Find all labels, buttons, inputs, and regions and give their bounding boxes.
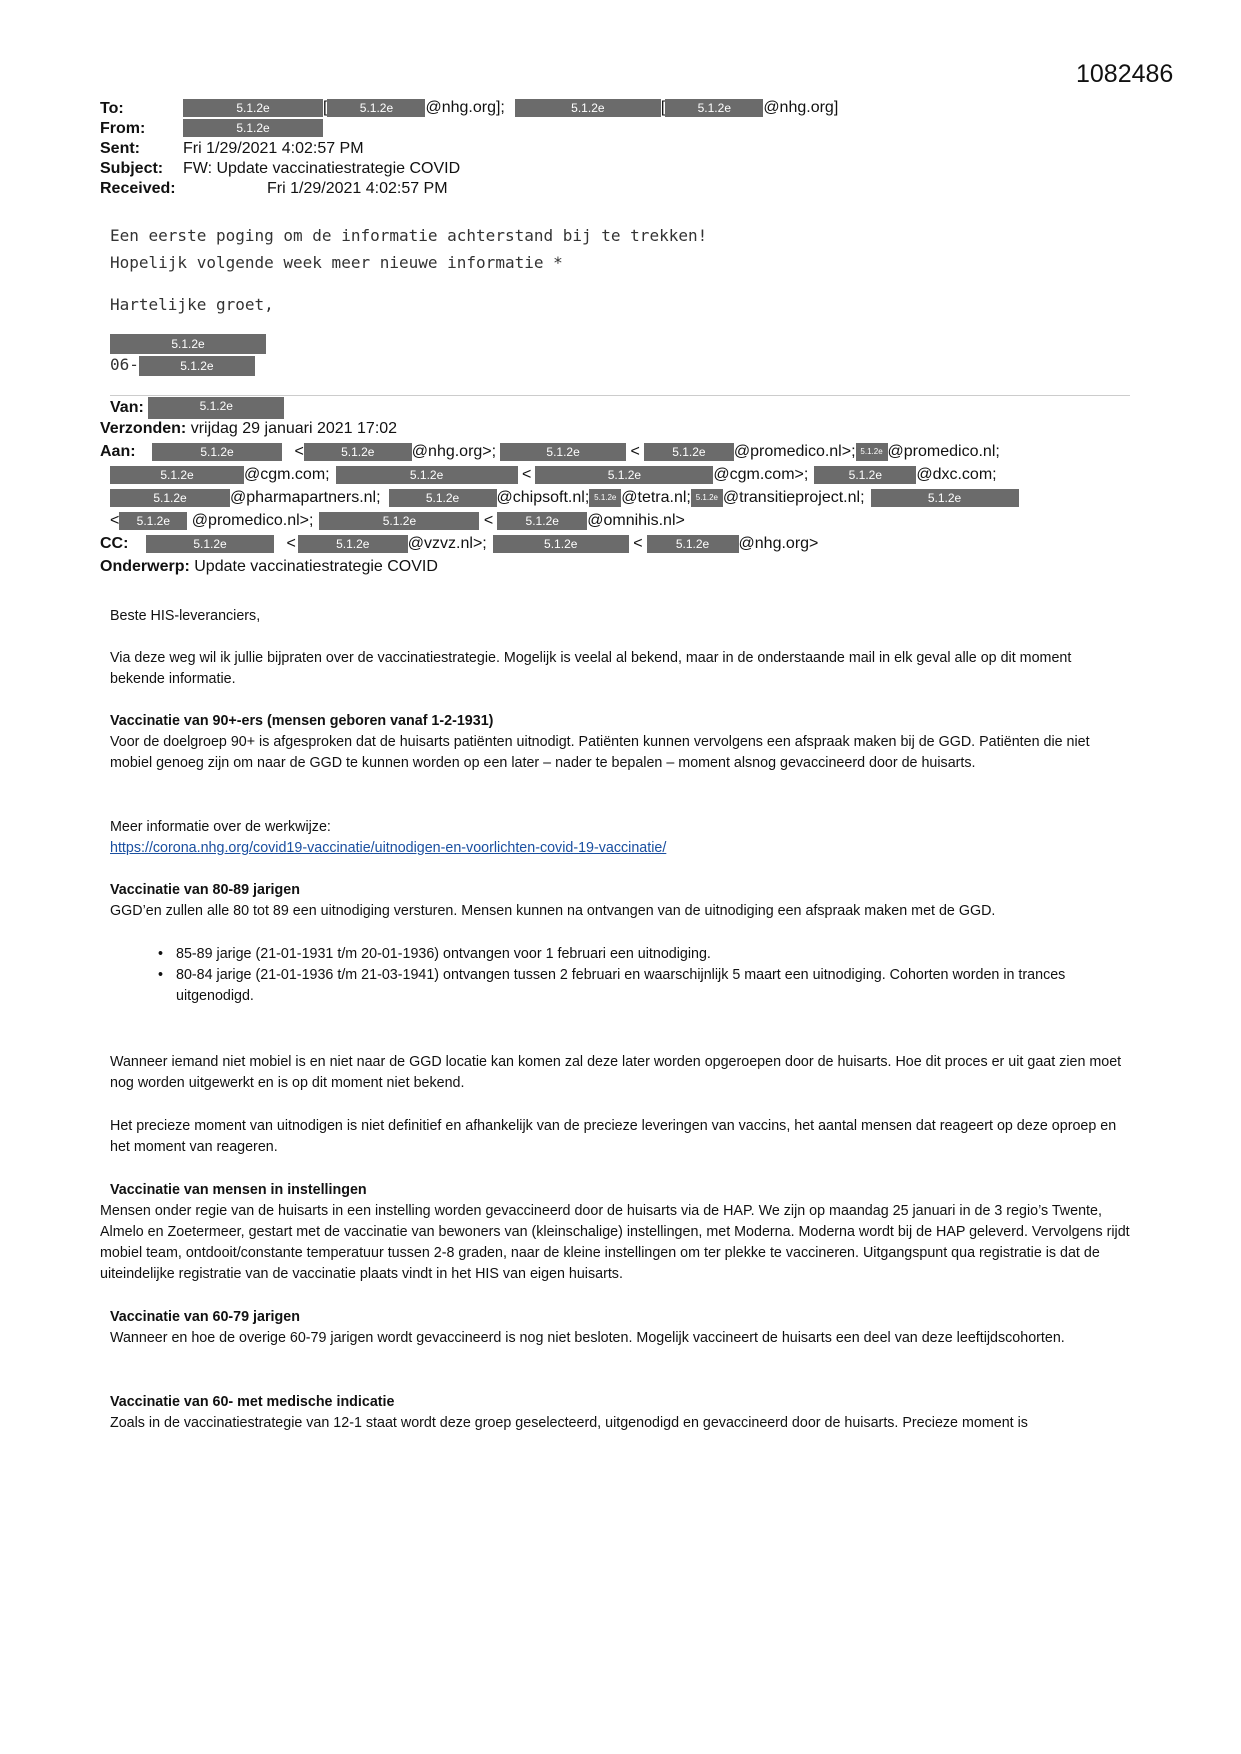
- paragraph-moment: Het precieze moment van uitnodigen is niet definitief en afhankelijk van de precieze leveringen van vaccins, het aantal mensen dat reageert op deze oproep en het moment van reageren.: [110, 1118, 1117, 1155]
- redaction: 5.1.2e: [152, 443, 282, 461]
- domain: @promedico.nl;: [887, 443, 1000, 461]
- heading-60-minus: Vaccinatie van 60- met medische indicatie: [110, 1394, 395, 1410]
- lt: <: [294, 443, 304, 461]
- paragraph-90plus: Voor de doelgroep 90+ is afgesproken dat de huisarts patiënten uitnodigt. Patiënten kunnen vervolgens een afspraak maken bij de GGD. Patiënten die niet mobiel genoeg zijn om naar de GGD te kunnen worden op een later – nader te bepalen – moment alsnog gevaccineerd door de huisarts.: [110, 734, 1090, 771]
- paragraph-intro: Via deze weg wil ik jullie bijpraten over de vaccinatiestrategie. Mogelijk is veelal al bekend, maar in de onderstaande mail in elk geval alle op dit moment bekende informatie.: [110, 650, 1072, 687]
- lt: <: [633, 535, 643, 553]
- redaction: 5.1.2e: [119, 512, 187, 530]
- redaction: 5.1.2e: [389, 489, 497, 507]
- phone-prefix: 06-: [110, 355, 139, 374]
- domain: @promedico.nl>;: [733, 443, 856, 461]
- sent-value: Fri 1/29/2021 4:02:57 PM: [183, 140, 364, 157]
- van-row: [110, 397, 284, 419]
- heading-instellingen: Vaccinatie van mensen in instellingen: [110, 1182, 367, 1198]
- to-value: [183, 99, 838, 117]
- redaction: 5.1.2e: [336, 466, 518, 484]
- info-link[interactable]: https://corona.nhg.org/covid19-vaccinatie/uitnodigen-en-voorlichten-covid-19-vaccinatie/: [110, 840, 667, 856]
- van-label: Van:: [110, 399, 144, 417]
- redaction: 5.1.2e: [665, 99, 763, 117]
- redaction: 5.1.2e: [535, 466, 713, 484]
- sent-label: Sent:: [100, 140, 140, 157]
- domain: @transitieproject.nl;: [722, 489, 865, 507]
- intro-line-1: Een eerste poging om de informatie achterstand bij te trekken!: [110, 226, 708, 245]
- redaction: 5.1.2e: [319, 512, 479, 530]
- domain: @promedico.nl>;: [191, 512, 314, 530]
- verzonden-value: vrijdag 29 januari 2021 17:02: [190, 420, 398, 437]
- redaction: 5.1.2e: [304, 443, 412, 461]
- signature-name: [110, 334, 266, 354]
- redaction: 5.1.2e: [298, 535, 408, 553]
- bullet-list: [158, 944, 1126, 1007]
- lt: <: [483, 512, 494, 530]
- subject-label: Subject:: [100, 160, 164, 177]
- info-link-row: [110, 838, 1130, 859]
- lt: <: [522, 466, 532, 484]
- domain: @cgm.com>;: [713, 466, 809, 484]
- domain: @tetra.nl;: [621, 489, 691, 507]
- redaction: 5.1.2e: [644, 443, 734, 461]
- to-domain: @nhg.org];: [425, 99, 505, 116]
- aan-row-4: [110, 512, 685, 530]
- list-item: • 80-84 jarige (21-01-1936 t/m 21-03-1941) ontvangen tussen 2 februari en waarschijnlijk 5 maart een uitnodiging. Cohorten worden in trances uitgenodigd.: [158, 965, 1126, 1007]
- domain: @cgm.com;: [244, 466, 330, 484]
- intro-line-2: Hopelijk volgende week meer nieuwe informatie *: [110, 253, 563, 272]
- onderwerp-label: Onderwerp:: [100, 558, 190, 575]
- lt: <: [286, 535, 296, 553]
- redaction: 5.1.2e: [856, 443, 888, 461]
- redaction: 5.1.2e: [589, 489, 621, 507]
- redaction: 5.1.2e: [183, 119, 323, 137]
- salutation: Beste HIS-leveranciers,: [110, 608, 261, 624]
- aan-row-3: [110, 489, 1019, 507]
- redaction: 5.1.2e: [327, 99, 425, 117]
- redaction: 5.1.2e: [493, 535, 629, 553]
- redaction: 5.1.2e: [183, 99, 323, 117]
- redaction: 5.1.2e: [871, 489, 1019, 507]
- paragraph-not-mobile: Wanneer iemand niet mobiel is en niet naar de GGD locatie kan komen zal deze later worden opgeroepen door de huisarts. Hoe dit proces er uit gaat zien moet nog worden uitgewerkt en is op dit moment niet bekend.: [110, 1054, 1122, 1091]
- domain: @nhg.org>;: [411, 443, 497, 461]
- from-label: From:: [100, 120, 146, 137]
- redaction: 5.1.2e: [110, 334, 266, 354]
- received-value: Fri 1/29/2021 4:02:57 PM: [267, 180, 448, 197]
- redaction: 5.1.2e: [515, 99, 661, 117]
- verzonden-label: Verzonden:: [100, 420, 187, 437]
- redaction: 5.1.2e: [110, 466, 244, 484]
- domain: @dxc.com;: [916, 466, 997, 484]
- list-item: • 85-89 jarige (21-01-1931 t/m 20-01-1936) ontvangen voor 1 februari een uitnodiging.: [158, 944, 1126, 965]
- redaction: 5.1.2e: [500, 443, 626, 461]
- document-number: 1082486: [1076, 60, 1174, 88]
- domain: @pharmapartners.nl;: [230, 489, 381, 507]
- redaction: 5.1.2e: [110, 489, 230, 507]
- redaction: 5.1.2e: [647, 535, 739, 553]
- domain: @nhg.org>: [738, 535, 819, 553]
- lt: <: [630, 443, 640, 461]
- heading-90plus: Vaccinatie van 90+-ers (mensen geboren vanaf 1-2-1931): [110, 713, 494, 729]
- domain: @omnihis.nl>: [587, 512, 685, 530]
- to-domain: @nhg.org]: [763, 99, 839, 116]
- domain: @chipsoft.nl;: [496, 489, 590, 507]
- subject-value: FW: Update vaccinatiestrategie COVID: [183, 160, 461, 177]
- cc-row: [100, 535, 818, 553]
- received-label: Received:: [100, 180, 176, 197]
- redaction: 5.1.2e: [814, 466, 916, 484]
- redaction: 5.1.2e: [497, 512, 587, 530]
- onderwerp-row: [100, 558, 438, 576]
- intro-text: [110, 222, 707, 318]
- redaction: 5.1.2e: [148, 397, 284, 419]
- bracket: [: [660, 99, 666, 116]
- redaction: 5.1.2e: [691, 489, 723, 507]
- aan-label: Aan:: [100, 443, 136, 461]
- separator: [110, 395, 1130, 396]
- paragraph-more-info: Meer informatie over de werkwijze:: [110, 819, 331, 835]
- to-label: To:: [100, 100, 124, 117]
- signature-phone: [110, 355, 255, 376]
- domain: @vzvz.nl>;: [407, 535, 487, 553]
- heading-60-79: Vaccinatie van 60-79 jarigen: [110, 1309, 300, 1325]
- aan-row-1: [100, 443, 1000, 461]
- onderwerp-value: Update vaccinatiestrategie COVID: [194, 558, 438, 575]
- paragraph-instellingen: Mensen onder regie van de huisarts in een instelling worden gevaccineerd door de huisarts via de HAP. We zijn op maandag 25 januari in de 3 regio’s Twente, Almelo en Zoetermeer, gestart met de vaccinatie van bewoners van (kleinschalige) instellingen, met Moderna. Moderna wordt bij de HAP geleverd. Vervolgens rijdt mobiel team, ontdooit/constante temperatuur tussen 2-8 graden, naar de kleine instellingen om ter plekke te vaccineren. Uitgangspunt qua registratie is dat de uiteindelijke registratie van de vaccinatie plaats vindt in het HIS van eigen huisarts.: [100, 1203, 1130, 1282]
- bracket: [: [323, 99, 328, 116]
- greeting: Hartelijke groet,: [110, 295, 274, 314]
- paragraph-60-79: Wanneer en hoe de overige 60-79 jarigen wordt gevaccineerd is nog niet besloten. Mogelijk vaccineert de huisarts een deel van deze leeftijdscohorten.: [110, 1330, 1065, 1346]
- verzonden-row: [100, 420, 397, 438]
- paragraph-80-89: GGD’en zullen alle 80 tot 89 een uitnodiging versturen. Mensen kunnen na ontvangen van de uitnodiging een afspraak maken met de GGD.: [110, 903, 996, 919]
- redaction: 5.1.2e: [139, 356, 255, 376]
- aan-row-2: [110, 466, 997, 484]
- heading-80-89: Vaccinatie van 80-89 jarigen: [110, 882, 300, 898]
- cc-label: CC:: [100, 535, 129, 553]
- paragraph-60-minus: Zoals in de vaccinatiestrategie van 12-1 staat wordt deze groep geselecteerd, uitgenodigd en gevaccineerd door de huisarts. Precieze moment is: [110, 1415, 1028, 1431]
- redaction: 5.1.2e: [146, 535, 274, 553]
- lt: <: [110, 512, 120, 530]
- from-value: [183, 119, 323, 137]
